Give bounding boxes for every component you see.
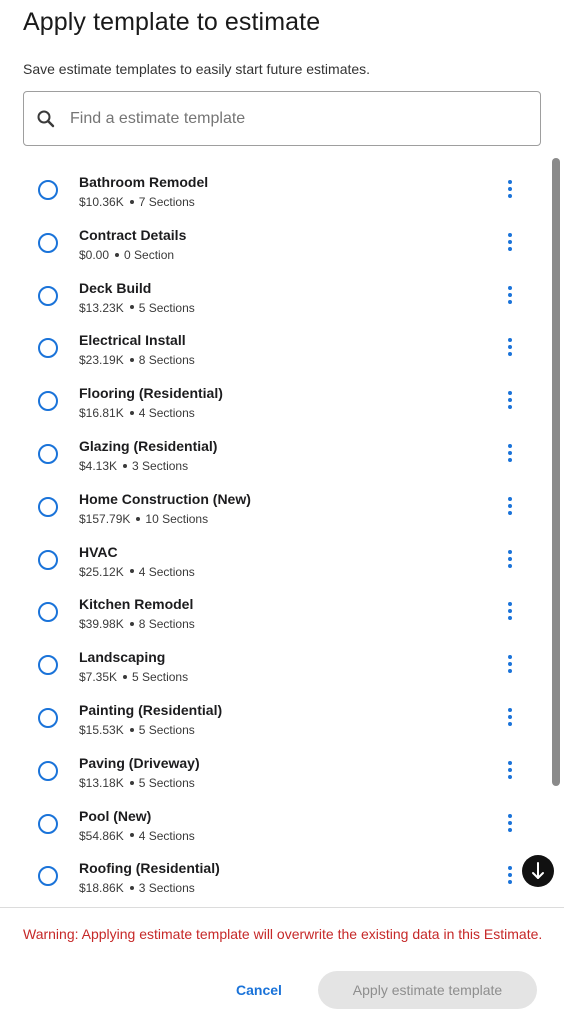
template-sections: 4 Sections [138, 828, 195, 843]
template-radio[interactable] [38, 444, 58, 464]
template-name: Flooring (Residential) [79, 385, 223, 402]
template-radio[interactable] [38, 391, 58, 411]
template-meta [79, 829, 195, 843]
template-sections: 0 Section [124, 247, 175, 262]
separator-dot [130, 358, 134, 362]
template-radio[interactable] [38, 338, 58, 358]
more-options-icon[interactable] [501, 866, 519, 888]
dialog-subtitle: Save estimate templates to easily start future estimates. [23, 61, 371, 77]
template-price: $7.35K [79, 670, 118, 685]
template-name: Deck Build [79, 279, 152, 296]
template-sections: 4 Sections [138, 406, 195, 421]
more-options-icon[interactable] [501, 180, 519, 202]
template-meta [79, 406, 195, 420]
template-name: Bathroom Remodel [79, 174, 209, 190]
template-price: $4.13K [79, 458, 118, 473]
scroll-down-button[interactable] [522, 855, 554, 887]
more-options-icon[interactable] [501, 444, 519, 466]
more-options-icon[interactable] [501, 233, 519, 255]
template-item[interactable] [0, 213, 548, 266]
template-sections: 7 Sections [138, 195, 195, 209]
template-name: Painting (Residential) [79, 701, 223, 718]
template-name: Paving (Driveway) [79, 754, 200, 771]
template-item[interactable] [0, 846, 548, 899]
template-price: $15.53K [79, 722, 124, 737]
more-options-icon[interactable] [501, 391, 519, 413]
separator-dot [136, 517, 140, 521]
separator-dot [130, 833, 134, 837]
template-name: Glazing (Residential) [79, 437, 218, 454]
template-sections: 5 Sections [132, 670, 189, 685]
template-sections: 5 Sections [138, 775, 195, 790]
template-sections: 10 Sections [145, 511, 209, 526]
template-radio[interactable] [38, 286, 58, 306]
template-price: $18.86K [79, 881, 124, 896]
template-meta [79, 881, 195, 895]
template-item[interactable] [0, 635, 548, 688]
dialog-footer [0, 907, 564, 1024]
template-radio[interactable] [38, 814, 58, 834]
template-sections: 3 Sections [138, 881, 195, 896]
template-sections: 8 Sections [138, 617, 195, 632]
template-meta [79, 776, 195, 790]
template-item[interactable] [0, 318, 548, 371]
search-box[interactable] [23, 91, 541, 146]
template-sections: 3 Sections [132, 458, 189, 473]
template-meta [79, 459, 188, 473]
template-sections: 8 Sections [138, 353, 195, 368]
separator-dot [130, 569, 134, 573]
template-sections: 4 Sections [138, 564, 195, 579]
more-options-icon[interactable] [501, 814, 519, 836]
separator-dot [130, 728, 134, 732]
template-price: $39.98K [79, 617, 124, 632]
template-price: $0.00 [79, 247, 110, 262]
template-sections: 5 Sections [138, 722, 195, 737]
template-item[interactable] [0, 266, 548, 319]
more-options-icon[interactable] [501, 602, 519, 624]
separator-dot [123, 675, 127, 679]
template-radio[interactable] [38, 655, 58, 675]
more-options-icon[interactable] [501, 655, 519, 677]
template-name: Roofing (Residential) [79, 860, 220, 877]
more-options-icon[interactable] [501, 761, 519, 783]
scrollbar-thumb[interactable] [552, 158, 560, 786]
separator-dot [130, 622, 134, 626]
template-item[interactable] [0, 371, 548, 424]
separator-dot [115, 253, 119, 257]
template-radio[interactable] [38, 180, 58, 200]
template-meta [79, 565, 195, 579]
template-price: $16.81K [79, 406, 124, 421]
template-list[interactable] [0, 160, 548, 905]
template-meta [79, 248, 174, 262]
template-item[interactable] [0, 794, 548, 847]
cancel-button[interactable]: Cancel [222, 972, 296, 1008]
template-meta [79, 195, 195, 209]
template-item[interactable] [0, 530, 548, 583]
more-options-icon[interactable] [501, 286, 519, 308]
template-price: $13.18K [79, 775, 124, 790]
template-meta [79, 512, 208, 526]
template-price: $13.23K [79, 300, 124, 315]
template-name: Landscaping [79, 649, 166, 666]
template-radio[interactable] [38, 866, 58, 886]
template-meta [79, 301, 195, 315]
template-price: $157.79K [79, 511, 131, 526]
template-radio[interactable] [38, 550, 58, 570]
separator-dot [130, 411, 134, 415]
template-radio[interactable] [38, 602, 58, 622]
template-radio[interactable] [38, 761, 58, 781]
template-item[interactable] [0, 741, 548, 794]
template-name: Contract Details [79, 226, 187, 243]
template-price: $23.19K [79, 353, 124, 368]
template-price: $10.36K [79, 195, 124, 209]
template-price: $25.12K [79, 564, 124, 579]
more-options-icon[interactable] [501, 497, 519, 519]
template-item[interactable] [0, 688, 548, 741]
template-sections: 5 Sections [138, 300, 195, 315]
template-radio[interactable] [38, 708, 58, 728]
search-icon [36, 109, 56, 129]
more-options-icon[interactable] [501, 708, 519, 730]
template-radio[interactable] [38, 233, 58, 253]
template-item[interactable] [0, 582, 548, 635]
template-item[interactable] [0, 477, 548, 530]
search-input[interactable] [70, 92, 530, 145]
template-item[interactable] [0, 424, 548, 477]
template-meta [79, 617, 195, 631]
template-meta [79, 723, 195, 737]
more-options-icon[interactable] [501, 338, 519, 360]
apply-template-button[interactable]: Apply estimate template [318, 971, 537, 1009]
scrollbar[interactable] [552, 158, 560, 786]
template-name: HVAC [79, 543, 118, 560]
more-options-icon[interactable] [501, 550, 519, 572]
dialog-title: Apply template to estimate [23, 8, 321, 36]
separator-dot [130, 200, 134, 204]
template-meta [79, 670, 188, 684]
template-meta [79, 353, 195, 367]
template-radio[interactable] [38, 497, 58, 517]
separator-dot [123, 464, 127, 468]
template-price: $54.86K [79, 828, 124, 843]
template-item[interactable] [0, 160, 548, 213]
template-name: Electrical Install [79, 332, 186, 349]
arrow-down-icon [530, 861, 546, 881]
separator-dot [130, 305, 134, 309]
separator-dot [130, 886, 134, 890]
separator-dot [130, 781, 134, 785]
warning-message: Warning: Applying estimate template will overwrite the existing data in this Estimate. [23, 926, 543, 942]
template-name: Pool (New) [79, 807, 152, 824]
template-name: Home Construction (New) [79, 490, 251, 507]
template-name: Kitchen Remodel [79, 596, 194, 613]
